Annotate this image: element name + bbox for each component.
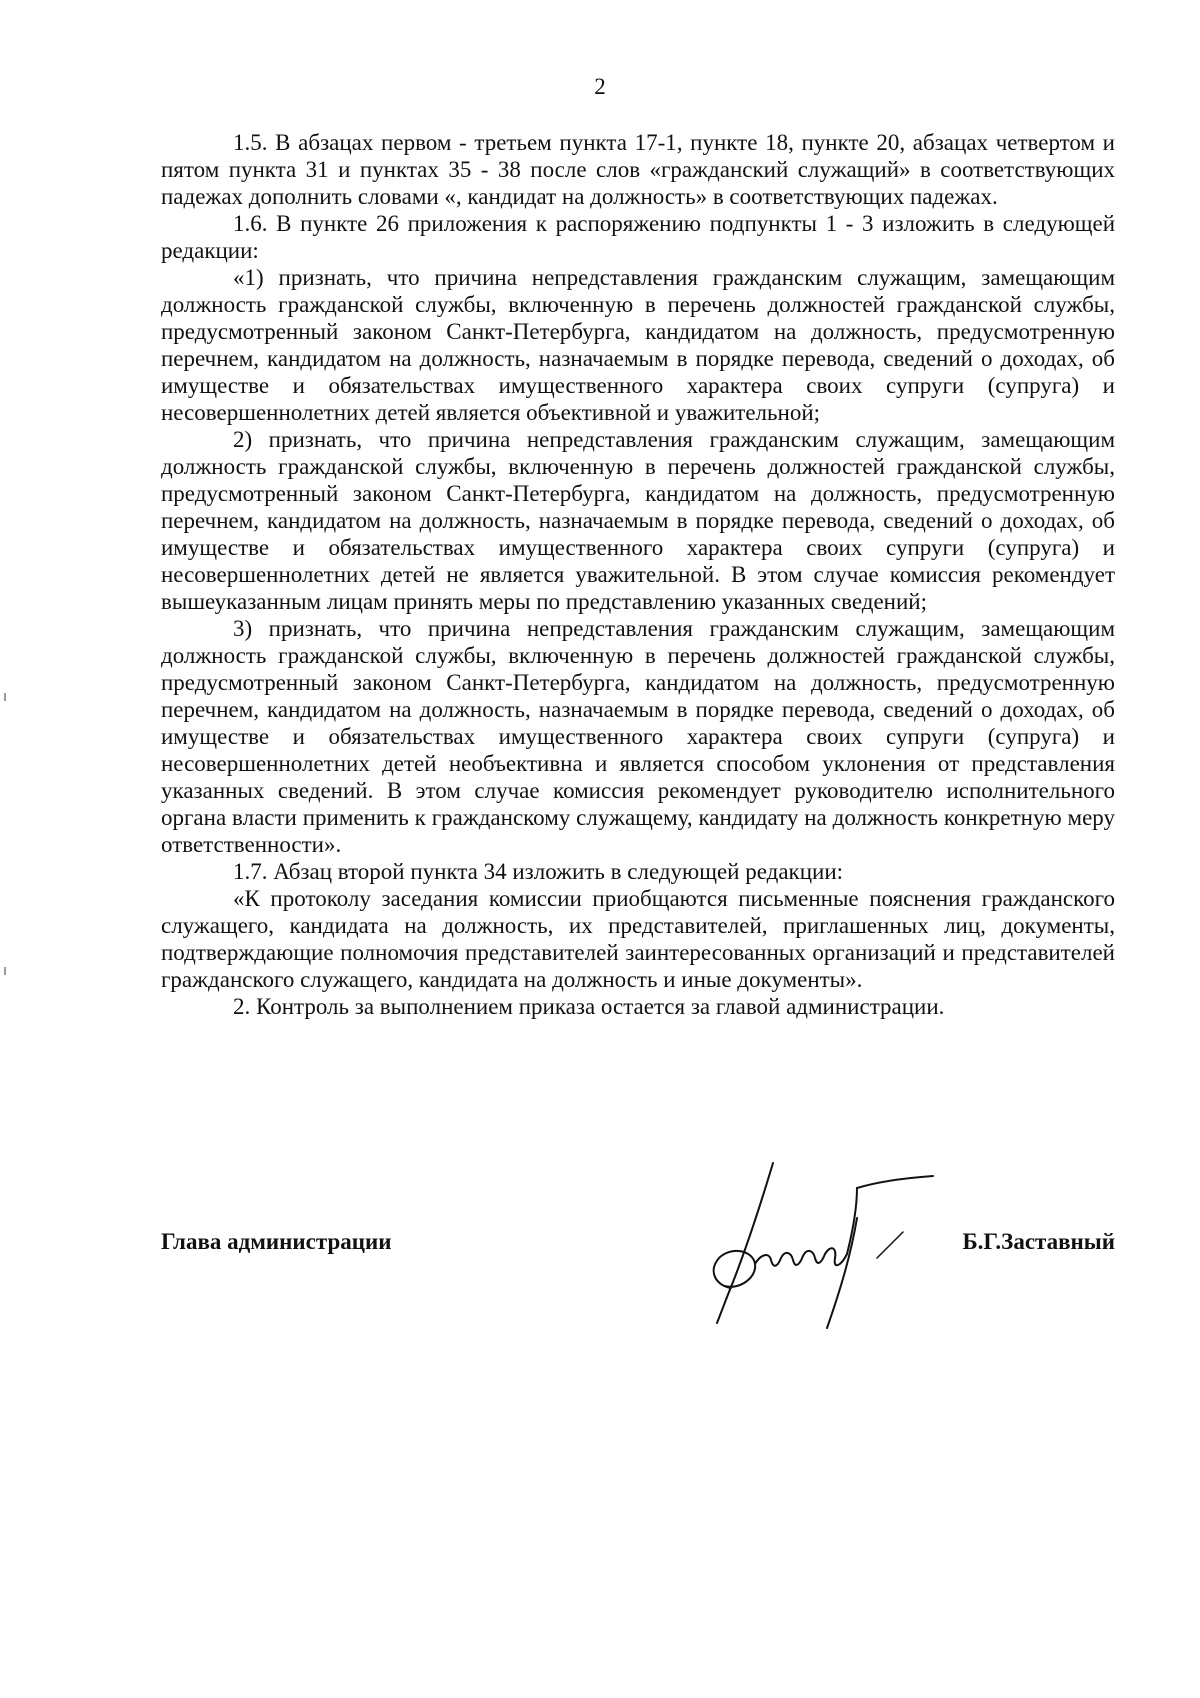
subparagraph-1: «1) признать, что причина непредставления гражданским служащим, замещающим должность гражданской службы, включенную в перечень должностей гражданской службы, предусмотренный законом Санкт-Петербурга, кандидатом на должность, предусмотренную перечнем, кандидатом на должность, назначаемым в порядке перевода, сведений о доходах, об имуществе и обязательствах имущественного характера своих супруги (супруга) и несовершеннолетних детей является объективной и уважительной; — [161, 265, 1115, 425]
document-body — [161, 129, 1115, 1020]
subparagraph-3: 3) признать, что причина непредставления гражданским служащим, замещающим должность гражданской службы, включенную в перечень должностей гражданской службы, предусмотренный законом Санкт-Петербурга, кандидатом на должность, предусмотренную перечнем, кандидатом на должность, назначаемым в порядке перевода, сведений о доходах, об имуществе и обязательствах имущественного характера своих супруги (супруга) и несовершеннолетних детей необъективна и является способом уклонения от представления указанных сведений. В этом случае комиссия рекомендует руководителю исполнительного органа власти применить к гражданскому служащему, кандидату на должность конкретную меру ответственности». — [161, 616, 1115, 857]
paragraph-2-control: 2. Контроль за выполнением приказа остается за главой администрации. — [233, 994, 945, 1019]
scan-margin-mark — [4, 967, 6, 975]
handwritten-signature — [681, 1158, 941, 1338]
signature-block — [161, 1158, 1115, 1338]
scan-margin-mark — [4, 693, 6, 701]
paragraph-1-6: 1.6. В пункте 26 приложения к распоряжению подпункты 1 - 3 изложить в следующей редакции: — [161, 211, 1115, 263]
paragraph-1-5: 1.5. В абзацах первом - третьем пункта 17-1, пункте 18, пункте 20, абзацах четвертом и пятом пункта 31 и пунктах 35 - 38 после слов «гражданский служащий» в соответствующих падежах дополнить словами «, кандидат на должность» в соответствующих падежах. — [161, 130, 1115, 209]
subparagraph-2: 2) признать, что причина непредставления гражданским служащим, замещающим должность гражданской службы, включенную в перечень должностей гражданской службы, предусмотренный законом Санкт-Петербурга, кандидатом на должность, предусмотренную перечнем, кандидатом на должность, назначаемым в порядке перевода, сведений о доходах, об имуществе и обязательствах имущественного характера своих супруги (супруга) и несовершеннолетних детей не является уважительной. В этом случае комиссия рекомендует вышеуказанным лицам принять меры по представлению указанных сведений; — [161, 427, 1115, 614]
page-number: 2 — [594, 74, 606, 99]
paragraph-1-7: 1.7. Абзац второй пункта 34 изложить в следующей редакции: — [233, 859, 844, 884]
signer-position: Глава администрации — [161, 1229, 392, 1254]
quoted-paragraph-34: «К протоколу заседания комиссии приобщаются письменные пояснения гражданского служащего, кандидата на должность, их представителей, приглашенных лиц, документы, подтверждающие полномочия представителей заинтересованных организаций и представителей гражданского служащего, кандидата на должность и иные документы». — [161, 886, 1115, 992]
signer-name: Б.Г.Заставный — [962, 1229, 1115, 1254]
